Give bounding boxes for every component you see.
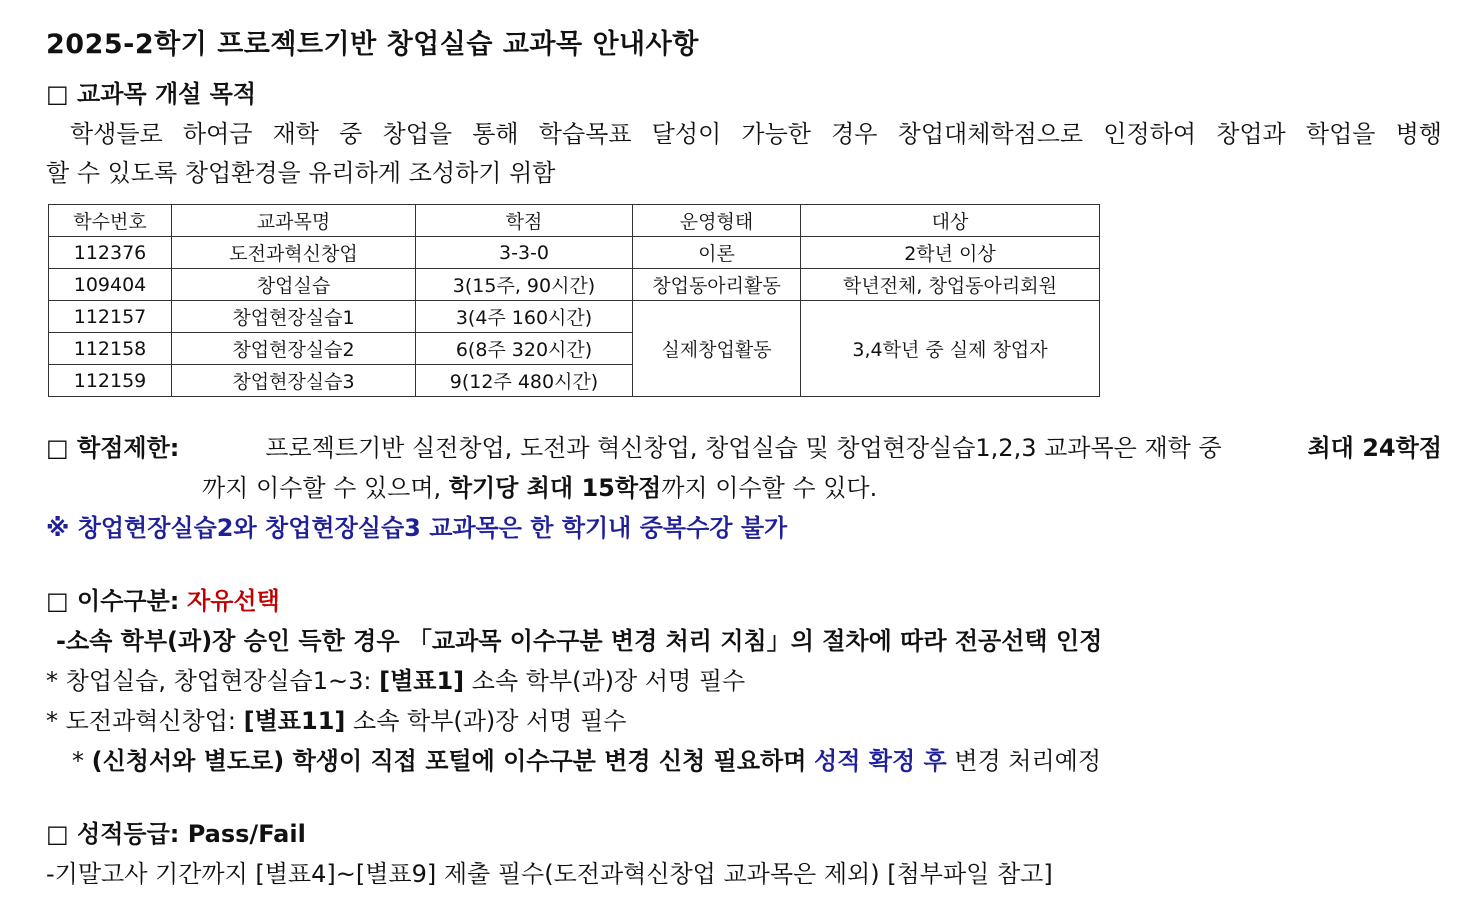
completion-timing: 성적 확정 후 (814, 747, 947, 775)
completion-line-1: -소속 학부(과)장 승인 득한 경우 「교과목 이수구분 변경 처리 지침」의 절차에 따라 전공선택 인정 (56, 627, 1103, 655)
completion-line-3 (46, 706, 626, 736)
table-cell: 6(8주 320시간) (416, 333, 633, 365)
table-cell: 112159 (49, 365, 172, 397)
credit-limit-max-total: 최대 24학점 (1307, 434, 1442, 462)
completion-value: 자유선택 (187, 587, 280, 615)
table-cell: 창업실습 (172, 269, 416, 301)
completion-instruction: (신청서와 별도로) 학생이 직접 포털에 이수구분 변경 신청 필요하며 (91, 747, 807, 775)
table-header: 교과목명 (172, 205, 416, 237)
table-row (49, 269, 1100, 301)
table-header: 대상 (801, 205, 1100, 237)
completion-form-ref: [별표1] (379, 667, 465, 695)
table-cell: 3,4학년 중 실제 창업자 (801, 301, 1100, 397)
purpose-heading: □ 교과목 개설 목적 (46, 80, 257, 108)
completion-form-ref: [별표11] (243, 707, 346, 735)
table-cell: 도전과혁신창업 (172, 237, 416, 269)
table-header: 운영형태 (633, 205, 801, 237)
table-cell: 창업동아리활동 (633, 269, 801, 301)
table-cell: 9(12주 480시간) (416, 365, 633, 397)
table-cell: 112158 (49, 333, 172, 365)
table-header: 학수번호 (49, 205, 172, 237)
grading-line-1: -기말고사 기간까지 [별표4]~[별표9] 제출 필수(도전과혁신창업 교과목은 제외) [첨부파일 참고] (46, 860, 1053, 888)
table-cell: 2학년 이상 (801, 237, 1100, 269)
credit-limit-text: 까지 이수할 수 있다. (661, 474, 878, 502)
completion-text: * 도전과혁신창업: (46, 707, 237, 735)
purpose-line-1: 학생들로 하여금 재학 중 창업을 통해 학습목표 달성이 가능한 경우 창업대체학점으로 인정하여 창업과 학업을 병행 (70, 120, 1442, 148)
table-cell: 학년전체, 창업동아리회원 (801, 269, 1100, 301)
table-cell: 3(15주, 90시간) (416, 269, 633, 301)
table-cell: 창업현장실습1 (172, 301, 416, 333)
table-row (49, 237, 1100, 269)
table-header-row (49, 205, 1100, 237)
completion-line-4 (72, 746, 1101, 776)
completion-text: * (72, 747, 92, 775)
table-cell: 112376 (49, 237, 172, 269)
page-title: 2025-2학기 프로젝트기반 창업실습 교과목 안내사항 (46, 29, 699, 60)
table-cell: 실제창업활동 (633, 301, 801, 397)
credit-limit-heading: □ 학점제한: (46, 434, 180, 462)
table-cell: 109404 (49, 269, 172, 301)
credit-limit-line-2 (202, 473, 877, 503)
completion-text: * 창업실습, 창업현장실습1~3: (46, 667, 372, 695)
credit-limit-line-1 (46, 433, 1442, 463)
table-cell: 창업현장실습3 (172, 365, 416, 397)
credit-limit-text: 까지 이수할 수 있으며, (202, 474, 442, 502)
table-header: 학점 (416, 205, 633, 237)
credit-limit-note: ※ 창업현장실습2와 창업현장실습3 교과목은 한 학기내 중복수강 불가 (46, 514, 788, 542)
completion-heading-line (46, 586, 280, 616)
credit-limit-text: 프로젝트기반 실전창업, 도전과 혁신창업, 창업실습 및 창업현장실습1,2,3 교과목은 재학 중 (265, 434, 1222, 462)
table-cell: 3(4주 160시간) (416, 301, 633, 333)
completion-line-2 (46, 666, 745, 696)
completion-text: 소속 학부(과)장 서명 필수 (353, 707, 627, 735)
course-table (48, 204, 1100, 397)
grading-heading: □ 성적등급: Pass/Fail (46, 820, 306, 848)
completion-text: 소속 학부(과)장 서명 필수 (471, 667, 746, 695)
completion-text: 변경 처리예정 (954, 747, 1102, 775)
completion-heading: □ 이수구분: (46, 587, 180, 615)
purpose-line-2: 할 수 있도록 창업환경을 유리하게 조성하기 위함 (46, 159, 556, 187)
table-cell: 112157 (49, 301, 172, 333)
table-cell: 3-3-0 (416, 237, 633, 269)
credit-limit-max-semester: 학기당 최대 15학점 (448, 474, 662, 502)
table-cell: 창업현장실습2 (172, 333, 416, 365)
table-cell: 이론 (633, 237, 801, 269)
table-row (49, 301, 1100, 333)
